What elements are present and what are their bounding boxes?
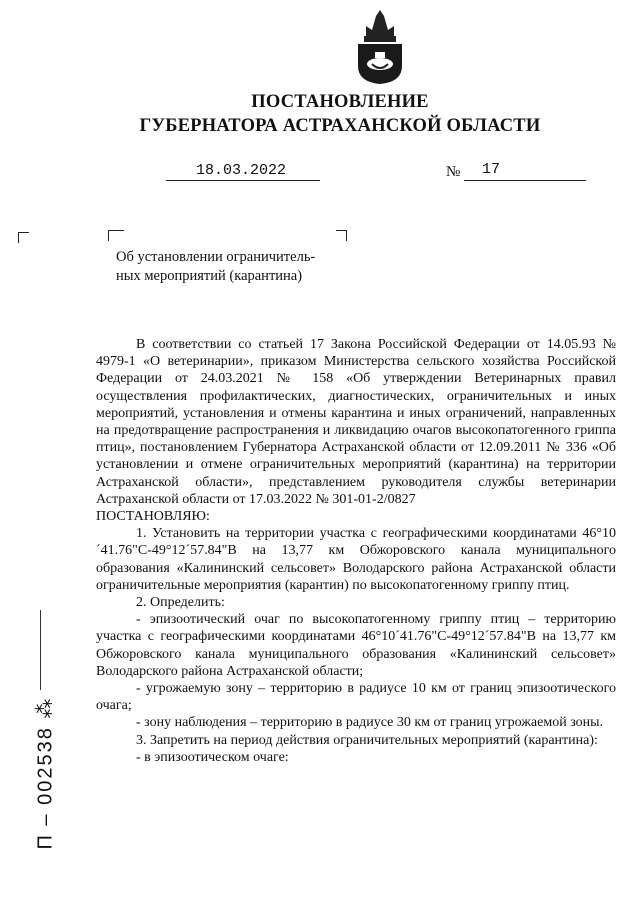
subject-line2: ных мероприятий (карантина) <box>116 268 303 284</box>
margin-corner-mark <box>18 232 29 243</box>
item-2b-paragraph: - угрожаемую зону – территорию в радиусе 10 км от границ эпизоотического очага; <box>96 681 616 714</box>
document-date: 18.03.2022 <box>196 162 287 179</box>
side-stamp-code: П – 002538 ⁂ <box>34 696 57 850</box>
item-2-heading: 2. Определить: <box>136 595 225 611</box>
item-2a-paragraph: - эпизоотический очаг по высокопатогенному гриппу птиц – территорию участка с географическими координатами 46°10´41.76"С-49°12´57.84"В на 13,77 км Обжоровского канала муниципального образования «Калининский сельсовет» Володарского района Астраханской области; <box>96 612 616 679</box>
document-title-line1: ПОСТАНОВЛЕНИЕ <box>251 92 429 112</box>
document-number: 17 <box>482 161 501 178</box>
date-underline <box>166 180 320 181</box>
item-1-paragraph: 1. Установить на территории участка с географическими координатами 46°10´41.76"С-49°12´57.84"В на 13,77 км Обжоровского канала муниципального образования «Калининский сельсовет» Володарского района Астраханской области ограничительные мероприятия (карантин) по высокопатогенному гриппу птиц. <box>96 526 616 593</box>
coat-of-arms-icon <box>352 6 408 86</box>
subject-line1: Об установлении ограничитель- <box>116 249 316 265</box>
document-body <box>96 336 616 766</box>
side-stamp-line <box>40 610 41 690</box>
preamble-paragraph: В соответствии со статьей 17 Закона Российской Федерации от 14.05.93 № 4979-1 «О ветеринарии», приказом Министерства сельского хозяйства Российской Федерации от 24.03.2021 № 158 «Об утверждении Ветеринарных правил осуществления профилактических, диагностических, ограничительных и иных мероприятий, установления и отмены карантина и иных ограничений, направленных на предотвращение распространения и ликвидацию очагов высокопатогенного гриппа птиц», постановлением Губернатора Астраханской области от 12.09.2011 № 336 «Об установлении и отмене ограничительных мероприятий (карантина) на территории Астраханской области», представлением руководителя службы ветеринарии Астраханской области от 17.03.2022 № 301-01-2/0827 <box>96 337 616 507</box>
item-3-paragraph: 3. Запретить на период действия ограничительных мероприятий (карантина): <box>136 732 598 748</box>
subject-corner-right <box>336 230 347 241</box>
item-2c-paragraph: - зону наблюдения – территорию в радиусе 30 км от границ угрожаемой зоны. <box>136 715 604 731</box>
document-title-line2: ГУБЕРНАТОРА АСТРАХАНСКОЙ ОБЛАСТИ <box>139 116 541 136</box>
item-3a-paragraph: - в эпизоотическом очаге: <box>136 749 289 765</box>
number-label: № <box>446 164 461 180</box>
number-underline <box>464 180 586 181</box>
subject-corner-left-inner <box>114 230 124 241</box>
resolve-heading: ПОСТАНОВЛЯЮ: <box>96 509 210 525</box>
document-subject <box>116 248 346 286</box>
